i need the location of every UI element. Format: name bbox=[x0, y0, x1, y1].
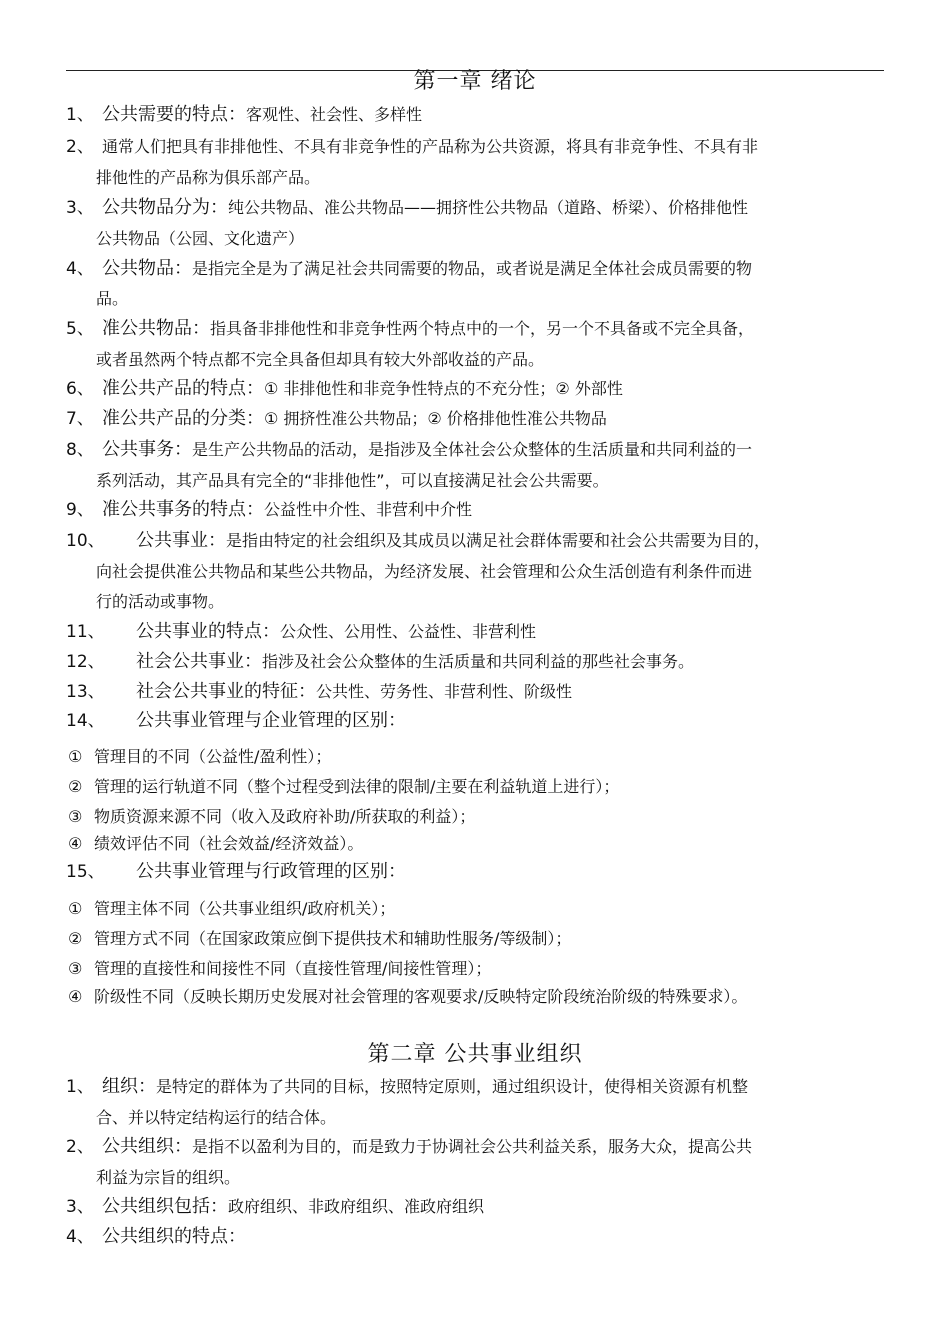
circled-number: ① bbox=[68, 747, 83, 766]
item-desc: 政府组织、非政府组织、准政府组织 bbox=[228, 1197, 485, 1216]
item-term: 公共事业管理与行政管理的区别： bbox=[136, 861, 406, 882]
item-desc: ① 拥挤性准公共物品；② 价格排他性准公共物品 bbox=[264, 409, 607, 428]
item-desc: 纯公共物品、准公共物品——拥挤性公共物品（道路、桥梁）、价格排他性 bbox=[228, 198, 749, 217]
difference-text: 管理的直接性和间接性不同（直接性管理/间接性管理）； bbox=[94, 959, 492, 978]
circled-number: ② bbox=[68, 929, 83, 948]
item-number: 6、 bbox=[66, 379, 94, 399]
list-item bbox=[66, 861, 406, 883]
list-item bbox=[66, 408, 607, 430]
difference-item bbox=[68, 776, 619, 798]
item-number: 3、 bbox=[66, 198, 94, 218]
list-item bbox=[66, 258, 752, 280]
item-desc: 公益性中介性、非营利中介性 bbox=[264, 500, 473, 519]
circled-number: ④ bbox=[68, 987, 83, 1006]
circled-number: ① bbox=[68, 899, 83, 918]
item-term: 公共组织： bbox=[102, 1136, 192, 1157]
item-term: 公共事业管理与企业管理的区别： bbox=[136, 710, 406, 731]
difference-item bbox=[68, 898, 395, 920]
item-desc: ① 非排他性和非竞争性特点的不充分性；② 外部性 bbox=[264, 379, 623, 398]
item-term: 公共事业： bbox=[136, 530, 226, 551]
chapter-1-title: 第一章 绪论 bbox=[413, 69, 537, 94]
item-continuation: 或者虽然两个特点都不完全具备但却具有较大外部收益的产品。 bbox=[96, 350, 545, 369]
item-number: 4、 bbox=[66, 259, 94, 279]
item-number: 15、 bbox=[66, 862, 105, 882]
item-number: 1、 bbox=[66, 105, 94, 125]
item-number: 3、 bbox=[66, 1197, 94, 1217]
item-continuation: 排他性的产品称为俱乐部产品。 bbox=[96, 168, 321, 187]
item-desc: 是指由特定的社会组织及其成员以满足社会群体需要和社会公共需要为目的， bbox=[226, 531, 771, 550]
item-desc: 是生产公共物品的活动，是指涉及全体社会公众整体的生活质量和共同利益的一 bbox=[192, 440, 753, 459]
item-number: 9、 bbox=[66, 500, 94, 520]
item-number: 11、 bbox=[66, 622, 105, 642]
difference-item bbox=[68, 986, 747, 1008]
item-term: 准公共产品的分类： bbox=[102, 408, 264, 429]
list-item bbox=[66, 1136, 752, 1158]
circled-number: ② bbox=[68, 777, 83, 796]
difference-text: 绩效评估不同（社会效益/经济效益）。 bbox=[94, 834, 364, 853]
item-continuation: 品。 bbox=[96, 289, 129, 308]
item-term: 公共事业的特点： bbox=[136, 621, 280, 642]
difference-text: 管理方式不同（在国家政策应倒下提供技术和辅助性服务/等级制）； bbox=[94, 929, 572, 948]
difference-text: 管理的运行轨道不同（整个过程受到法律的限制/主要在利益轨道上进行）； bbox=[94, 777, 620, 796]
item-number: 2、 bbox=[66, 1137, 94, 1157]
list-item bbox=[66, 439, 752, 461]
item-desc: 是特定的群体为了共同的目标，按照特定原则，通过组织设计，使得相关资源有机整 bbox=[156, 1077, 749, 1096]
list-item bbox=[66, 197, 748, 219]
difference-text: 管理主体不同（公共事业组织/政府机关）； bbox=[94, 899, 396, 918]
difference-item bbox=[68, 958, 491, 980]
difference-item bbox=[68, 806, 475, 828]
list-item bbox=[66, 530, 770, 552]
item-term: 公共事务： bbox=[102, 439, 192, 460]
list-item bbox=[66, 1076, 748, 1098]
item-number: 13、 bbox=[66, 682, 105, 702]
circled-number: ③ bbox=[68, 807, 83, 826]
item-number: 1、 bbox=[66, 1077, 94, 1097]
item-number: 5、 bbox=[66, 319, 94, 339]
list-item bbox=[66, 499, 472, 521]
list-item bbox=[66, 1196, 484, 1218]
item-term: 组织： bbox=[102, 1076, 156, 1097]
item-term: 公共需要的特点： bbox=[102, 104, 246, 125]
chapter-2-title: 第二章 公共事业组织 bbox=[367, 1042, 583, 1067]
difference-text: 管理目的不同（公益性/盈利性）； bbox=[94, 747, 332, 766]
item-term: 社会公共事业： bbox=[136, 651, 262, 672]
item-desc: 是指完全是为了满足社会共同需要的物品，或者说是满足全体社会成员需要的物 bbox=[192, 259, 753, 278]
list-item bbox=[66, 318, 754, 340]
difference-text: 物质资源来源不同（收入及政府补助/所获取的利益）； bbox=[94, 807, 476, 826]
item-term: 社会公共事业的特征： bbox=[136, 681, 316, 702]
item-desc: 是指不以盈利为目的，而是致力于协调社会公共利益关系，服务大众，提高公共 bbox=[192, 1137, 753, 1156]
difference-item bbox=[68, 746, 331, 768]
item-continuation: 向社会提供准公共物品和某些公共物品，为经济发展、社会管理和公众生活创造有利条件而进 bbox=[96, 562, 753, 581]
item-desc: 公共性、劳务性、非营利性、阶级性 bbox=[316, 682, 573, 701]
list-item bbox=[66, 378, 623, 400]
circled-number: ③ bbox=[68, 959, 83, 978]
list-item bbox=[66, 710, 406, 732]
item-number: 8、 bbox=[66, 440, 94, 460]
item-desc: 公众性、公用性、公益性、非营利性 bbox=[280, 622, 537, 641]
item-continuation: 系列活动，其产品具有完全的“非排他性”，可以直接满足社会公共需要。 bbox=[96, 471, 609, 490]
item-term: 准公共事务的特点： bbox=[102, 499, 264, 520]
difference-item bbox=[68, 833, 363, 855]
item-desc: 通常人们把具有非排他性、不具有非竞争性的产品称为公共资源，将具有非竞争性、不具有非 bbox=[102, 137, 759, 156]
item-number: 7、 bbox=[66, 409, 94, 429]
item-number: 12、 bbox=[66, 652, 105, 672]
item-continuation: 行的活动或事物。 bbox=[96, 592, 225, 611]
item-term: 公共组织包括： bbox=[102, 1196, 228, 1217]
list-item bbox=[66, 136, 758, 158]
item-term: 公共物品分为： bbox=[102, 197, 228, 218]
difference-item bbox=[68, 928, 571, 950]
item-term: 准公共物品： bbox=[102, 318, 210, 339]
item-number: 4、 bbox=[66, 1227, 94, 1247]
list-item bbox=[66, 621, 536, 643]
item-continuation: 合、并以特定结构运行的结合体。 bbox=[96, 1108, 337, 1127]
list-item bbox=[66, 681, 572, 703]
difference-text: 阶级性不同（反映长期历史发展对社会管理的客观要求/反映特定阶段统治阶级的特殊要求）。 bbox=[94, 987, 748, 1006]
list-item bbox=[66, 104, 422, 126]
item-number: 14、 bbox=[66, 711, 105, 731]
item-number: 10、 bbox=[66, 531, 105, 551]
list-item bbox=[66, 651, 694, 673]
item-desc: 指具备非排他性和非竞争性两个特点中的一个，另一个不具备或不完全具备， bbox=[210, 319, 755, 338]
item-term: 公共物品： bbox=[102, 258, 192, 279]
item-continuation: 利益为宗旨的组织。 bbox=[96, 1168, 241, 1187]
circled-number: ④ bbox=[68, 834, 83, 853]
item-desc: 指涉及社会公众整体的生活质量和共同利益的那些社会事务。 bbox=[262, 652, 695, 671]
list-item bbox=[66, 1226, 246, 1248]
item-term: 公共组织的特点： bbox=[102, 1226, 246, 1247]
item-desc: 客观性、社会性、多样性 bbox=[246, 105, 423, 124]
item-term: 准公共产品的特点： bbox=[102, 378, 264, 399]
item-continuation: 公共物品（公园、文化遗产） bbox=[96, 229, 305, 248]
item-number: 2、 bbox=[66, 137, 94, 157]
